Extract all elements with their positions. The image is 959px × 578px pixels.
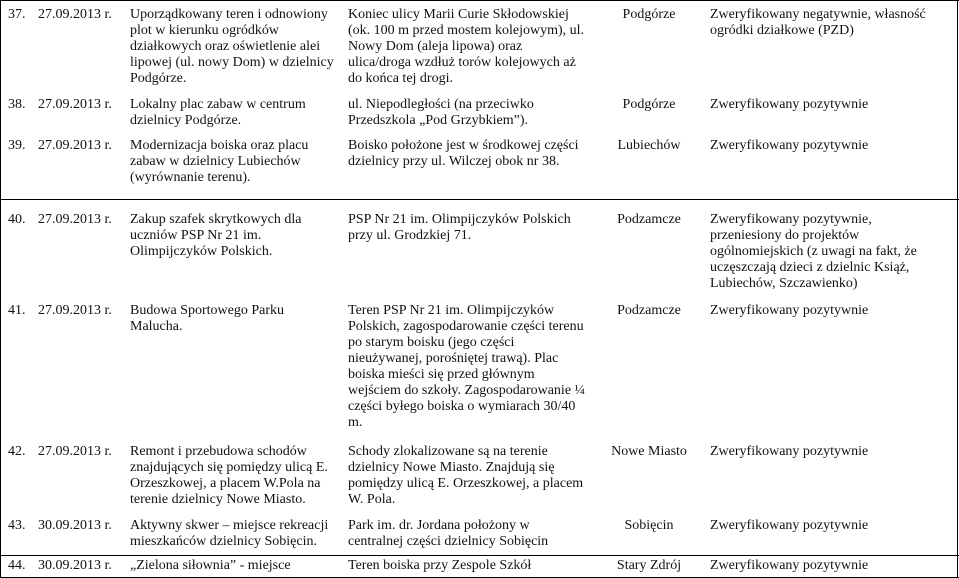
row-district: Podzamcze [617,303,681,318]
row-number: 43. [8,518,26,533]
row-date: 27.09.2013 r. [38,97,112,112]
row-title: Zakup szafek skrytkowych dla uczniów PSP Nr 21 im. Olimpijczyków Polskich. [130,212,302,259]
row-number: 39. [8,138,26,153]
row-number: 37. [8,7,26,22]
row-status: Zweryfikowany pozytywnie [710,303,869,318]
row-status: Zweryfikowany pozytywnie [710,97,869,112]
row-location: ul. Niepodległości (na przeciwko Przedszkola „Pod Grzybkiem”). [348,97,534,128]
row-title: Lokalny plac zabaw w centrum dzielnicy Podgórze. [130,97,306,128]
row-number: 41. [8,303,26,318]
row-number: 40. [8,212,26,227]
row-location: Schody zlokalizowane są na terenie dzielnicy Nowe Miasto. Znajdują się pomiędzy ulicą E. Orzeszkowej, a placem W. Pola. [348,444,584,507]
row-location: Teren PSP Nr 21 im. Olimpijczyków Polskich, zagospodarowanie części terenu po starym boisku (jego części nieużywanej, porośniętej trawą). Plac boiska mieści się przed głównym wejściem do szkoły. Zagospodarowanie ¼ części byłego boiska o wymiarach 30/40 m. [348,303,586,430]
row-location: Park im. dr. Jordana położony w centralnej części dzielnicy Sobięcin [348,518,549,549]
row-number: 38. [8,97,26,112]
row-title: Uporządkowany teren i odnowiony plot w kierunku ogródków działkowych oraz oświetlenie alei lipowej (ul. nowy Dom) w dzielnicy Podgórze. [130,7,334,86]
row-district: Sobięcin [624,518,674,533]
row-district: Podgórze [622,97,676,112]
row-number: 44. [8,558,26,573]
row-status: Zweryfikowany pozytywnie [710,558,869,573]
row-location: Teren boiska przy Zespole Szkół [348,558,532,573]
row-date: 27.09.2013 r. [38,444,112,459]
row-location: Koniec ulicy Marii Curie Skłodowskiej (ok. 100 m przed mostem kolejowym), ul. Nowy Dom (aleja lipowa) oraz ulica/droga wzdłuż torów kolejowych aż do końca tej drogi. [348,7,585,86]
row-title: Remont i przebudowa schodów znajdujących się pomiędzy ulicą E. Orzeszkowej, a placem W.Pola na terenie dzielnicy Nowe Miasto. [130,444,328,507]
row-location: PSP Nr 21 im. Olimpijczyków Polskich przy ul. Grodzkiej 71. [348,212,571,243]
row-location: Boisko położone jest w środkowej części dzielnicy przy ul. Wilczej obok nr 38. [348,138,579,169]
row-district: Podgórze [622,7,676,22]
row-date: 27.09.2013 r. [38,138,112,153]
row-district: Podzamcze [617,212,681,227]
row-number: 42. [8,444,26,459]
row-title: Budowa Sportowego Parku Malucha. [130,303,284,334]
row-district: Stary Zdrój [616,558,682,573]
row-date: 27.09.2013 r. [38,7,112,22]
row-title: Modernizacja boiska oraz placu zabaw w dzielnicy Lubiechów (wyrównanie terenu). [130,138,309,185]
row-status: Zweryfikowany negatywnie, własność ogródki działkowe (PZD) [710,7,926,38]
row-district: Lubiechów [617,138,681,153]
row-title: „Zielona siłownia” - miejsce [130,558,291,573]
row-status: Zweryfikowany pozytywnie [710,138,869,153]
row-date: 27.09.2013 r. [38,212,112,227]
row-status: Zweryfikowany pozytywnie [710,444,869,459]
row-date: 30.09.2013 r. [38,558,112,573]
row-date: 30.09.2013 r. [38,518,112,533]
row-status: Zweryfikowany pozytywnie, przeniesiony do projektów ogólnomiejskich (z uwagi na fakt, że uczęszczają dzieci z dzielnic Książ, Lubiechów, Szczawienko) [710,212,917,291]
row-status: Zweryfikowany pozytywnie [710,518,869,533]
row-district: Nowe Miasto [611,444,687,459]
row-title: Aktywny skwer – miejsce rekreacji mieszkańców dzielnicy Sobięcin. [130,518,329,549]
row-date: 27.09.2013 r. [38,303,112,318]
